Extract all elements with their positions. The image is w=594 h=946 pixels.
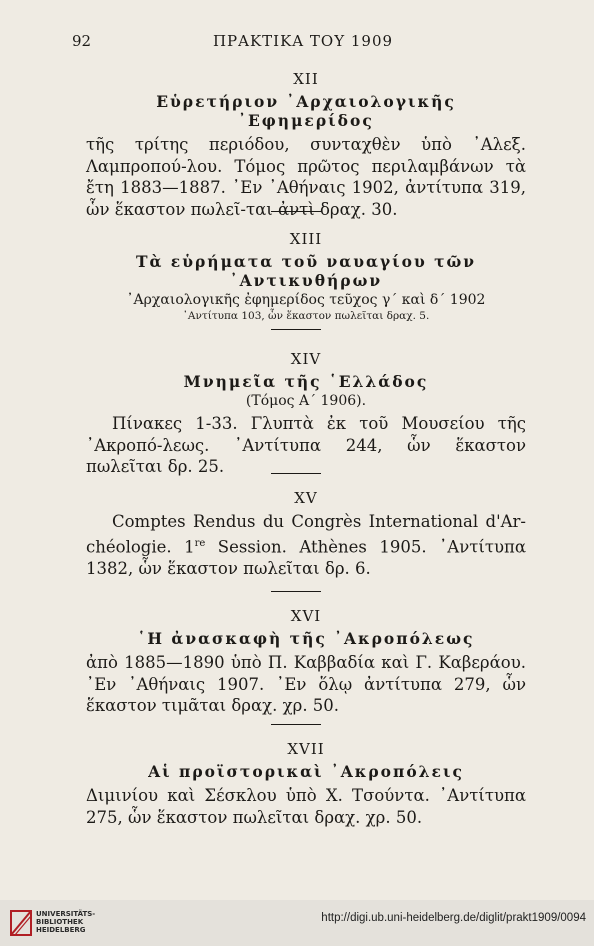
source-url-link[interactable]: http://digi.ub.uni-heidelberg.de/diglit/prakt1909/0094 — [321, 912, 586, 924]
section-divider — [271, 473, 321, 474]
body-text: Comptes Rendus du Congrès International d'Ar-chéologie. 1 — [86, 512, 526, 556]
section-xii — [86, 70, 526, 220]
section-xiii — [86, 230, 526, 322]
section-numeral: XIV — [290, 350, 322, 368]
body-text: Session. Athènes 1905. ᾿Αντίτυπα 1382, ὧν ἕκαστον πωλεῖται δρ. 6. — [86, 537, 526, 578]
section-body — [86, 511, 526, 579]
section-title: Αἱ προϊστορικαὶ ᾿Ακροπόλεις — [148, 762, 464, 781]
section-subtitle: (Τόμος Α΄ 1906). — [245, 393, 367, 409]
section-subtitle: ᾿Αρχαιολογικῆς ἐφημερίδος τεῦχος γ΄ καὶ δ΄ 1902 — [126, 292, 486, 308]
ordinal-superscript: re — [194, 537, 206, 549]
section-divider — [271, 329, 321, 330]
section-body: Διμινίου καὶ Σέσκλου ὑπὸ Χ. Τσούντα. ᾿Αντίτυπα 275, ὧν ἕκαστον πωλεῖται δραχ. χρ. 50. — [86, 786, 526, 827]
page-number: 92 — [72, 32, 92, 50]
section-title: Εὑρετήριον ᾿Αρχαιολογικῆς ᾿Εφημερίδος — [156, 92, 456, 130]
section-title: Μνημεῖα τῆς ῾Ελλάδος — [183, 372, 429, 391]
section-xv — [86, 489, 526, 579]
university-logo-icon — [10, 910, 32, 936]
section-numeral: XVI — [290, 607, 322, 625]
section-xiv — [86, 350, 526, 478]
section-note: ᾿Αντίτυπα 103, ὧν ἕκαστον πωλεῖται δραχ. 5. — [182, 310, 430, 322]
section-divider — [271, 591, 321, 592]
section-body: Πίνακες 1-33. Γλυπτὰ ἐκ τοῦ Μουσείου τῆς ᾿Ακροπό-λεως. ᾿Αντίτυπα 244, ὧν ἕκαστον πωλεῖται δρ. 25. — [86, 414, 526, 476]
section-numeral: XII — [293, 70, 319, 88]
section-numeral: XVII — [287, 740, 325, 758]
section-xvii — [86, 740, 526, 828]
section-body: τῆς τρίτης περιόδου, συνταχθὲν ὑπὸ ᾿Αλεξ. Λαμπροπού-λου. Τόμος πρῶτος περιλαμβάνων τὰ ἔτη 1883—1887. ᾿Εν ᾿Αθήναις 1902, ἀντίτυπα 319, ὧν ἕκαστον πωλεῖ-ται ἀντὶ δραχ. 30. — [86, 135, 526, 219]
section-divider — [271, 211, 321, 212]
library-name: UNIVERSITÄTS- BIBLIOTHEK HEIDELBERG — [36, 910, 96, 934]
section-title: ῾Η ἀνασκαφὴ τῆς ᾿Ακροπόλεως — [137, 629, 475, 648]
running-header — [72, 32, 534, 52]
section-divider — [271, 724, 321, 725]
section-numeral: XV — [294, 489, 318, 507]
section-body: ἀπὸ 1885—1890 ὑπὸ Π. Καββαδία καὶ Γ. Καβεράου. ᾿Εν ᾿Αθήναις 1907. ᾿Εν ὅλῳ ἀντίτυπα 279, ὧν ἕκαστον τιμᾶται δραχ. χρ. 50. — [86, 653, 526, 715]
running-title: ΠΡΑΚΤΙΚΑ ΤΟΥ 1909 — [212, 32, 394, 50]
section-title: Τὰ εὑρήματα τοῦ ναυαγίου τῶν ᾿Αντικυθήρων — [135, 252, 477, 290]
section-xvi — [86, 607, 526, 717]
section-numeral: XIII — [289, 230, 323, 248]
